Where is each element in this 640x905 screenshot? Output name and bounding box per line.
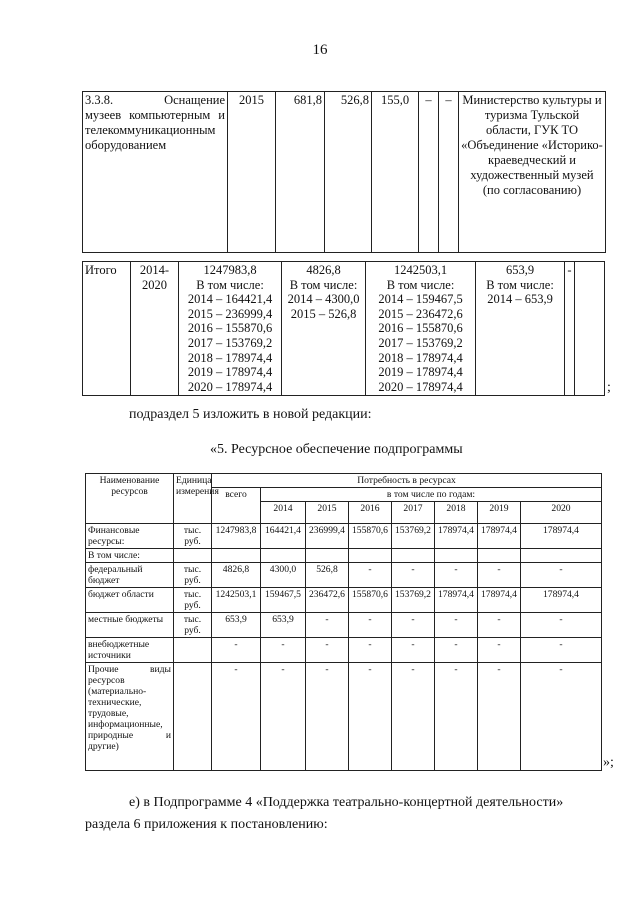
page-number: 16	[312, 42, 328, 58]
row-value: -	[306, 663, 349, 771]
totals-all-line: 2015 – 236999,4	[187, 306, 273, 321]
activity-local: –	[419, 92, 439, 253]
totals-all-line: В том числе:	[196, 277, 264, 292]
row-value: -	[261, 663, 306, 771]
header-year-2018: 2018	[435, 502, 478, 524]
row-value: -	[349, 613, 392, 638]
totals-regional-line: 2017 – 153769,2	[378, 335, 463, 350]
activity-number: 3.3.8.	[85, 93, 114, 107]
totals-federal-line: 4826,8	[306, 263, 341, 277]
totals-all-line: 2019 – 178974,4	[187, 365, 273, 380]
row-value: 159467,5	[261, 588, 306, 613]
table-totals	[82, 261, 605, 396]
totals-local-line: 653,9	[505, 263, 535, 277]
totals-federal-line: В том числе:	[289, 277, 358, 292]
activity-federal: 526,8	[325, 92, 372, 253]
row-value: 178974,4	[521, 524, 602, 549]
row-value: -	[392, 663, 435, 771]
paragraph-subprogram-line1: е) в Подпрограмме 4 «Поддержка театрально-концертной деятельности»	[129, 795, 564, 810]
totals-regional-line: 2020 – 178974,4	[378, 379, 463, 394]
row-value: 178974,4	[478, 588, 521, 613]
row-value: 178974,4	[435, 524, 478, 549]
totals-local-line: 2014 – 653,9	[487, 292, 553, 307]
header-row	[86, 474, 602, 488]
totals-all-line: 2014 – 164421,4	[187, 292, 273, 307]
totals-regional-line: 2014 – 159467,5	[378, 292, 463, 307]
row-value: -	[349, 563, 392, 588]
section-title: «5. Ресурсное обеспечение подпрограммы	[210, 442, 463, 457]
paragraph-subprogram-line2: раздела 6 приложения к постановлению:	[85, 817, 328, 832]
row-value	[261, 549, 306, 563]
row-name: Финансовые ресурсы:	[86, 524, 174, 549]
resources-end-mark: »;	[603, 755, 614, 770]
totals-empty	[575, 262, 605, 396]
totals-extra: -	[565, 262, 575, 396]
row-unit	[174, 638, 212, 663]
table-row	[86, 524, 602, 549]
row-name: В том числе:	[86, 549, 174, 563]
row-value: 526,8	[306, 563, 349, 588]
row-unit: тыс. руб.	[174, 563, 212, 588]
row-value: 236472,6	[306, 588, 349, 613]
row-name: внебюджетные источники	[86, 638, 174, 663]
row-value	[435, 549, 478, 563]
row-value: -	[478, 663, 521, 771]
header-year-2017: 2017	[392, 502, 435, 524]
totals-all-line: 2020 – 178974,4	[187, 379, 273, 394]
row-value: -	[521, 613, 602, 638]
row-total: 653,9	[212, 613, 261, 638]
row-name: Прочие виды ресурсов (материально-технические, трудовые, информационные, природные и другие)	[86, 663, 174, 771]
table-row	[83, 92, 606, 253]
table-resources	[85, 473, 602, 771]
activity-regional: 155,0	[372, 92, 419, 253]
totals-regional	[366, 262, 476, 396]
table-row	[86, 663, 602, 771]
row-value: -	[306, 613, 349, 638]
header-year-2016: 2016	[349, 502, 392, 524]
paragraph-subsection: подраздел 5 изложить в новой редакции:	[129, 407, 372, 422]
totals-local	[476, 262, 565, 396]
row-value: 153769,2	[392, 524, 435, 549]
row-name: федеральный бюджет	[86, 563, 174, 588]
totals-end-mark: ;	[607, 380, 611, 395]
header-total: всего	[212, 488, 261, 524]
row-unit	[174, 549, 212, 563]
row-value	[478, 549, 521, 563]
totals-all-line: 2017 – 153769,2	[187, 335, 273, 350]
row-value: 155870,6	[349, 524, 392, 549]
activity-total: 681,8	[276, 92, 325, 253]
totals-federal-line: 2015 – 526,8	[290, 306, 357, 321]
header-year-2014: 2014	[261, 502, 306, 524]
row-unit: тыс. руб.	[174, 524, 212, 549]
header-name: Наименование ресурсов	[86, 474, 174, 524]
row-value: -	[478, 563, 521, 588]
row-value: 178974,4	[478, 524, 521, 549]
totals-regional-line: 2015 – 236472,6	[378, 306, 463, 321]
header-unit: Единица измерения	[174, 474, 212, 524]
header-need: Потребность в ресурсах	[212, 474, 602, 488]
activity-year: 2015	[228, 92, 276, 253]
row-value: -	[435, 613, 478, 638]
row-value: 4300,0	[261, 563, 306, 588]
totals-regional-line: 2019 – 178974,4	[378, 365, 463, 380]
header-year-2020: 2020	[521, 502, 602, 524]
row-unit: тыс. руб.	[174, 588, 212, 613]
totals-local-line: В том числе:	[486, 277, 554, 292]
row-value: -	[521, 563, 602, 588]
row-total: -	[212, 663, 261, 771]
row-value: -	[478, 613, 521, 638]
row-value	[392, 549, 435, 563]
totals-regional-line: 2016 – 155870,6	[378, 321, 463, 336]
row-total: 1247983,8	[212, 524, 261, 549]
row-total: 4826,8	[212, 563, 261, 588]
totals-period: 2014-2020	[131, 262, 179, 396]
totals-federal-line: 2014 – 4300,0	[287, 292, 360, 307]
row-value: -	[306, 638, 349, 663]
totals-all-line: 2016 – 155870,6	[187, 321, 273, 336]
table-row	[86, 563, 602, 588]
activity-name-first: Оснащение	[164, 93, 225, 107]
row-value: -	[392, 563, 435, 588]
row-value: 653,9	[261, 613, 306, 638]
header-year-2019: 2019	[478, 502, 521, 524]
activity-responsible: Министерство культуры и туризма Тульской области, ГУК ТО «Объединение «Историко-краеведческий и художественный музей (по согласованию)	[459, 92, 606, 253]
row-total: -	[212, 638, 261, 663]
row-value: 236999,4	[306, 524, 349, 549]
row-total	[212, 549, 261, 563]
row-value: 178974,4	[435, 588, 478, 613]
table-row	[83, 262, 605, 396]
row-unit	[174, 663, 212, 771]
row-value: -	[349, 663, 392, 771]
row-value: -	[435, 638, 478, 663]
totals-federal	[282, 262, 366, 396]
row-value: -	[521, 663, 602, 771]
row-value: -	[435, 663, 478, 771]
row-total: 1242503,1	[212, 588, 261, 613]
table-program-activities	[82, 91, 606, 253]
row-value: 178974,4	[521, 588, 602, 613]
activity-name-rest: музеев компьютерным и телекоммуникационным оборудованием	[85, 108, 225, 152]
totals-all	[179, 262, 282, 396]
row-value	[306, 549, 349, 563]
table-row	[86, 613, 602, 638]
table-row	[86, 588, 602, 613]
row-value: -	[261, 638, 306, 663]
row-unit: тыс. руб.	[174, 613, 212, 638]
row-value: -	[392, 638, 435, 663]
table-row	[86, 638, 602, 663]
header-year-2015: 2015	[306, 502, 349, 524]
totals-label: Итого	[83, 262, 131, 396]
table-row	[86, 549, 602, 563]
totals-all-line: 1247983,8	[203, 263, 257, 277]
header-by-years: в том числе по годам:	[261, 488, 602, 502]
row-value: -	[349, 638, 392, 663]
totals-all-line: 2018 – 178974,4	[187, 350, 273, 365]
row-name: местные бюджеты	[86, 613, 174, 638]
totals-regional-line: 1242503,1	[393, 263, 448, 277]
row-value: 155870,6	[349, 588, 392, 613]
row-name: бюджет области	[86, 588, 174, 613]
row-value: -	[392, 613, 435, 638]
row-value: -	[521, 638, 602, 663]
row-value: 153769,2	[392, 588, 435, 613]
row-value: -	[435, 563, 478, 588]
activity-name-cell	[83, 92, 228, 253]
totals-regional-line: В том числе:	[386, 277, 455, 292]
row-value	[349, 549, 392, 563]
activity-extra: –	[439, 92, 459, 253]
row-value: 164421,4	[261, 524, 306, 549]
row-value	[521, 549, 602, 563]
row-value: -	[478, 638, 521, 663]
totals-regional-line: 2018 – 178974,4	[378, 350, 463, 365]
